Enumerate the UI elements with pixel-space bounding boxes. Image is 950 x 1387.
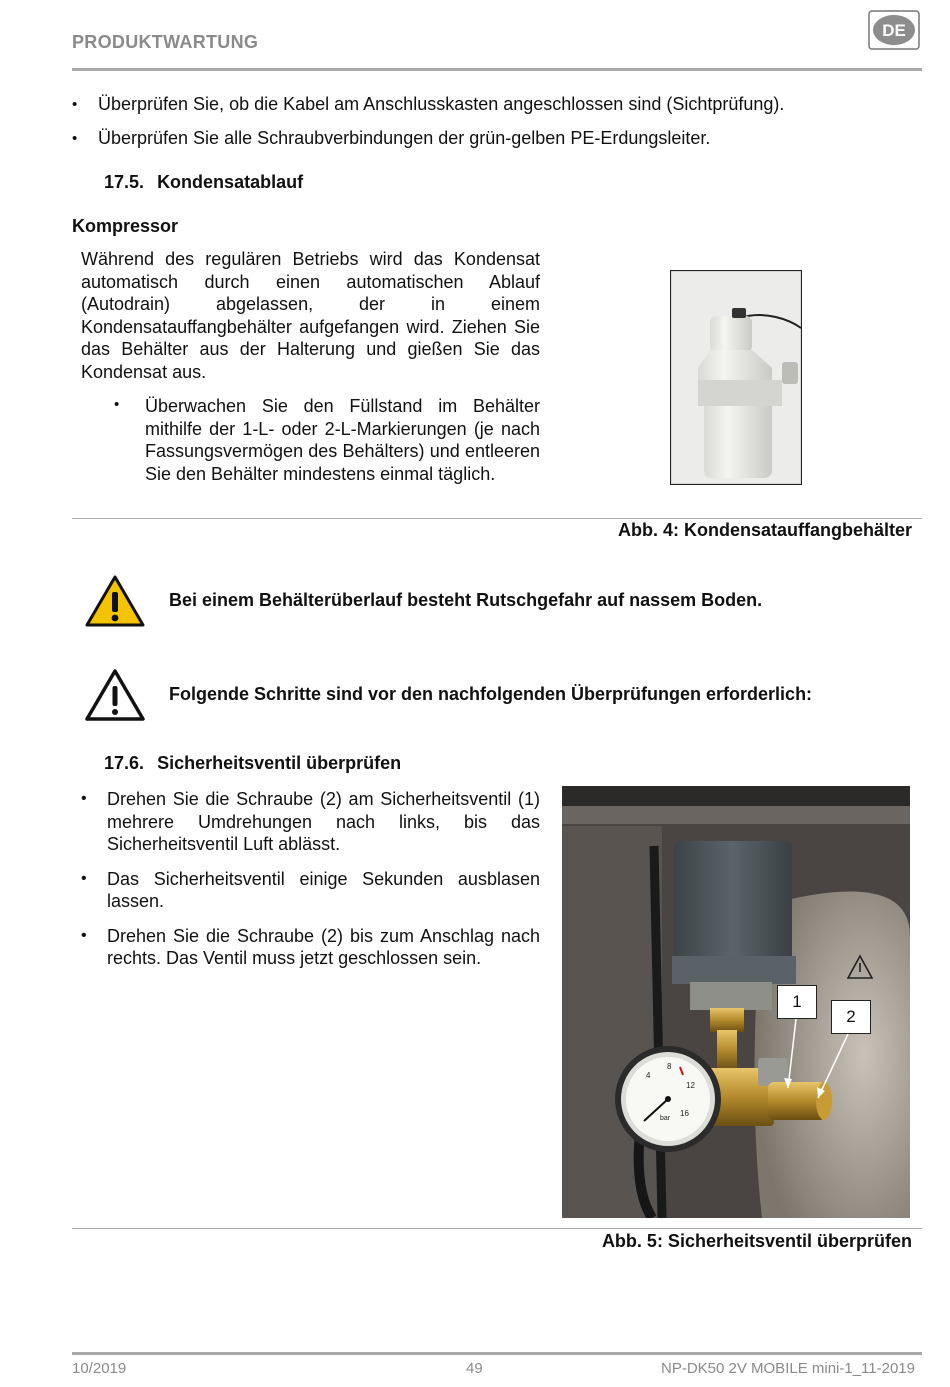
section-17-5-title: Kondensatablauf <box>157 172 304 192</box>
warning-yellow-icon <box>84 574 146 628</box>
figure-4-rule <box>72 518 922 519</box>
condensate-bullet: • Überwachen Sie den Füllstand im Behälter mithilfe der 1-L- oder 2-L-Markierungen (je nach Fassungsvermögen des Behälters) und entleeren Sie den Behälter mindestens einmal täglich. <box>114 396 540 484</box>
section-17-6-title: Sicherheitsventil überprüfen <box>157 753 402 773</box>
gauge-label-4: 4 <box>646 1071 651 1080</box>
callout-1: 1 <box>777 985 817 1019</box>
warning-2-text: Folgende Schritte sind vor den nachfolgenden Überprüfungen erforderlich: <box>169 684 813 704</box>
safety-valve-step-2: • Das Sicherheitsventil einige Sekunden ausblasen lassen. <box>79 868 540 913</box>
footer-rule <box>72 1352 922 1355</box>
gauge-label-16: 16 <box>680 1109 689 1118</box>
top-bullet-1-text: Überprüfen Sie, ob die Kabel am Anschlusskasten angeschlossen sind (Sichtprüfung). <box>98 94 785 114</box>
footer-document-id: NP-DK50 2V MOBILE mini-1_11-2019 <box>660 1360 915 1377</box>
figure-4-caption: Abb. 4: Kondensatauffangbehälter <box>617 520 912 540</box>
condensate-container-image <box>670 270 802 485</box>
top-bullet-2-text: Überprüfen Sie alle Schraubverbindungen der grün-gelben PE-Erdungsleiter. <box>98 128 711 148</box>
gauge-label-12: 12 <box>686 1081 695 1090</box>
section-17-6-number: 17.6. <box>104 753 145 773</box>
section-17-5-number: 17.5. <box>104 172 145 192</box>
footer-page-number: 49 <box>466 1360 483 1377</box>
figure-5-rule <box>72 1228 922 1229</box>
condensate-paragraph: Während des regulären Betriebs wird das Kondensat automatisch durch einen automatischen Ablauf (Autodrain) abgelassen, der in einem Kondensatauffangbehälter aufgefangen wird. Ziehen Sie das Behälter aus der Halterung und gießen Sie das Kondensat aus. <box>81 249 540 382</box>
language-badge-icon <box>868 10 920 50</box>
safety-valve-image <box>562 786 910 1218</box>
warning-outline-icon <box>84 668 146 722</box>
page-header-title: PRODUKTWARTUNG <box>72 32 259 52</box>
safety-valve-step-3: • Drehen Sie die Schraube (2) bis zum Anschlag nach rechts. Das Ventil muss jetzt geschlossen sein. <box>79 925 540 970</box>
section-17-5-heading <box>104 172 303 193</box>
subheading-kompressor: Kompressor <box>72 216 179 236</box>
figure-5-caption: Abb. 5: Sicherheitsventil überprüfen <box>601 1231 912 1251</box>
callout-2: 2 <box>831 1000 871 1034</box>
gauge-label-bar: bar <box>660 1115 671 1122</box>
gauge-label-8: 8 <box>667 1062 672 1071</box>
safety-valve-steps <box>79 788 540 982</box>
language-badge-text: DE <box>882 21 906 40</box>
footer-date: 10/2019 <box>72 1360 127 1377</box>
section-17-6-heading <box>104 753 401 774</box>
warning-1-text: Bei einem Behälterüberlauf besteht Rutschgefahr auf nassem Boden. <box>169 590 763 610</box>
condensate-bullet-text: Überwachen Sie den Füllstand im Behälter mithilfe der 1-L- oder 2-L-Markierungen (je nach Fassungsvermögen des Behälters) und entleeren Sie den Behälter mindestens einmal täglich. <box>145 396 540 484</box>
header-rule <box>72 68 922 71</box>
safety-valve-step-1: • Drehen Sie die Schraube (2) am Sicherheitsventil (1) mehrere Umdrehungen nach links, bis das Sicherheitsventil Luft ablässt. <box>79 788 540 856</box>
